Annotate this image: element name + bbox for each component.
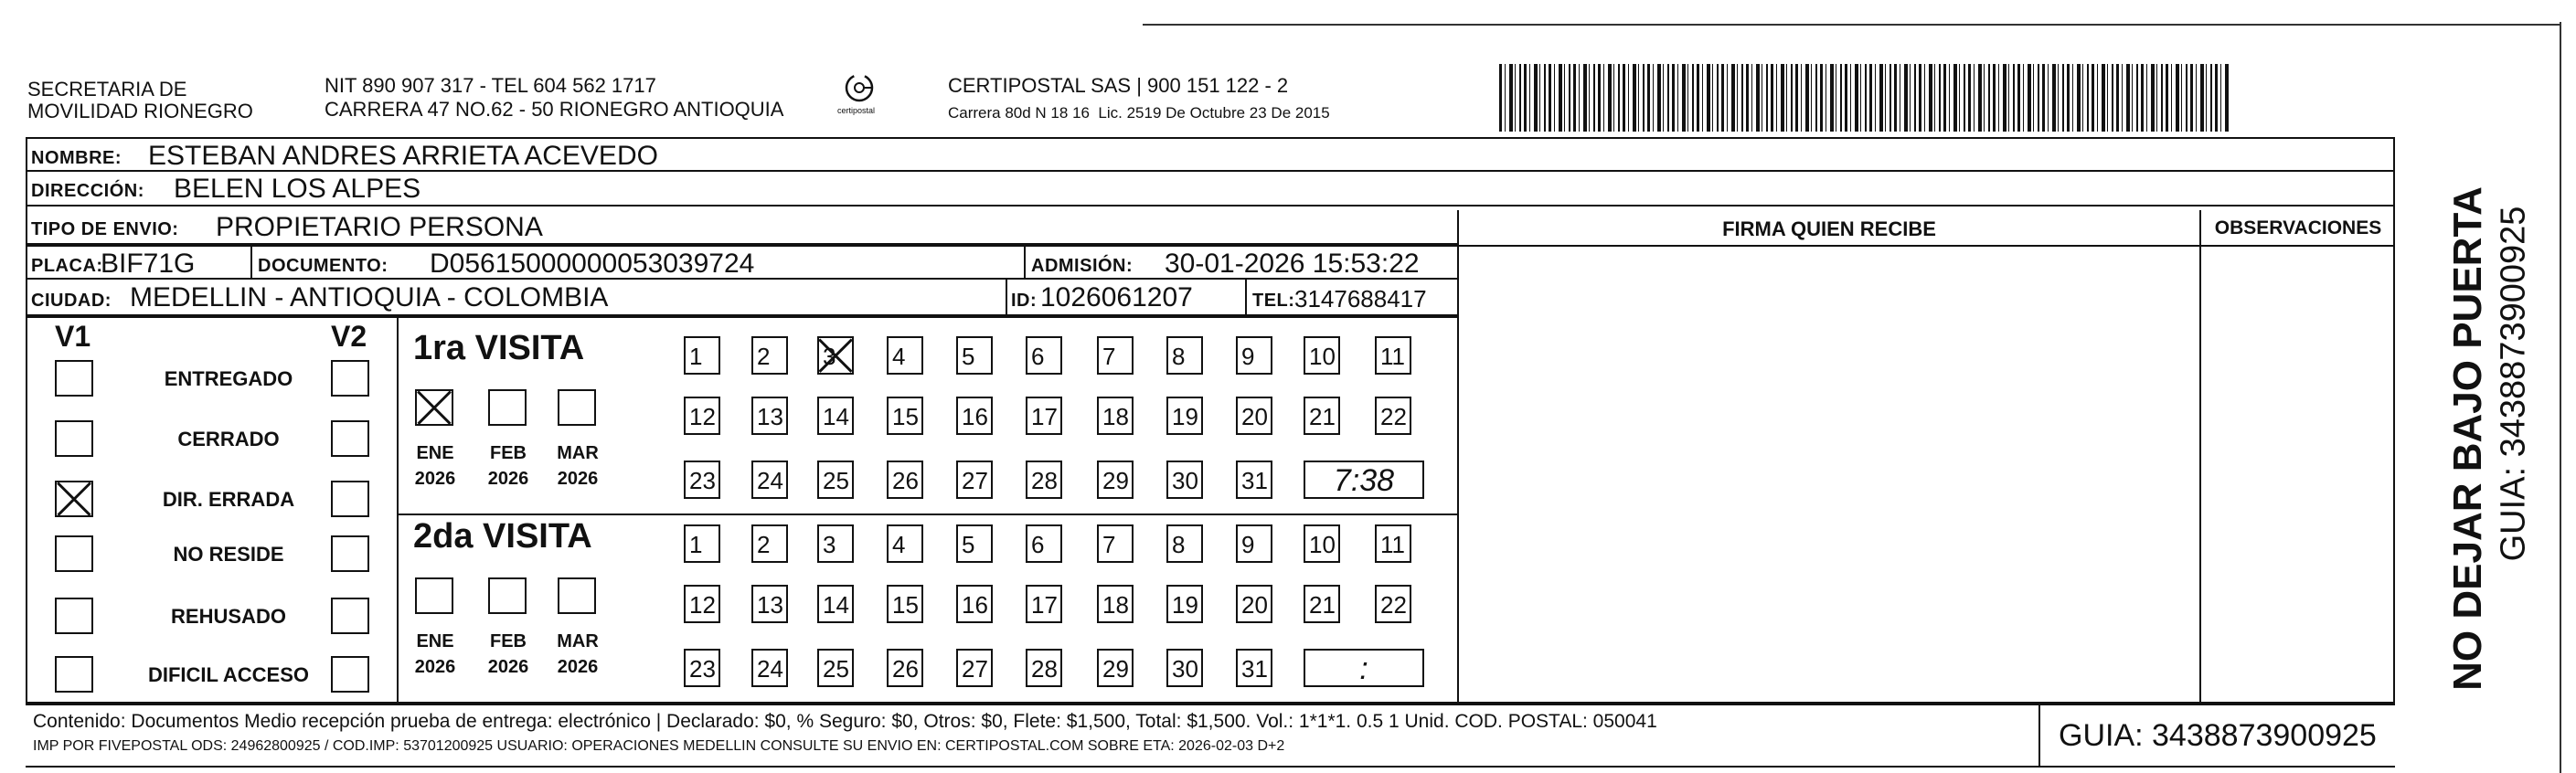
direccion-value: BELEN LOS ALPES	[174, 174, 421, 204]
month-checkbox[interactable]	[488, 577, 527, 614]
month-label: ENE	[416, 631, 454, 651]
time-field[interactable]: :	[1304, 649, 1424, 687]
month-label: FEB	[490, 443, 527, 463]
day-box[interactable]: 31	[1236, 461, 1272, 499]
v2-label: V2	[331, 320, 367, 353]
day-box[interactable]: 23	[684, 461, 720, 499]
day-box[interactable]: 6	[1026, 524, 1062, 563]
day-box[interactable]: 12	[684, 585, 720, 623]
row-tipo	[26, 210, 1459, 245]
day-box[interactable]: 20	[1236, 397, 1272, 435]
v1-label: V1	[55, 320, 91, 353]
status-v1-checkbox[interactable]	[55, 535, 93, 572]
firma-header: FIRMA QUIEN RECIBE	[1722, 217, 1936, 240]
day-box[interactable]: 30	[1166, 649, 1203, 687]
day-box[interactable]: 16	[956, 585, 993, 623]
courier-line-2: Carrera 80d N 18 16 Lic. 2519 De Octubre 23 De 2015	[948, 104, 1330, 122]
day-box[interactable]: 31	[1236, 649, 1272, 687]
courier-line-1: CERTIPOSTAL SAS | 900 151 122 - 2	[948, 74, 1289, 97]
status-v2-checkbox[interactable]	[331, 481, 369, 517]
month-year: 2026	[557, 469, 599, 489]
day-box[interactable]: 19	[1166, 585, 1203, 623]
divider-obs	[2199, 210, 2201, 704]
row-nombre	[26, 137, 2395, 172]
side-notice: NO DEJAR BAJO PUERTA	[2445, 186, 2490, 691]
day-box[interactable]: 7	[1097, 524, 1134, 563]
day-box[interactable]: 18	[1097, 397, 1134, 435]
day-box[interactable]: 5	[956, 524, 993, 563]
status-v1-checkbox[interactable]	[55, 360, 93, 397]
status-label: NO RESIDE	[173, 543, 284, 566]
admision-label: ADMISIÓN:	[1031, 256, 1134, 276]
org-line-1: SECRETARIA DE	[27, 78, 187, 101]
logo-text: certipostal	[837, 106, 876, 115]
org-line-2: MOVILIDAD RIONEGRO	[27, 100, 253, 122]
ciudad-value: MEDELLIN - ANTIOQUIA - COLOMBIA	[130, 282, 609, 312]
day-box[interactable]: 9	[1236, 336, 1272, 375]
day-box[interactable]: 18	[1097, 585, 1134, 623]
status-divider	[397, 316, 399, 704]
row-direccion	[26, 172, 2395, 206]
day-box[interactable]: 25	[817, 649, 854, 687]
footer-guia: GUIA: 3438873900925	[2059, 718, 2377, 753]
day-box[interactable]: 1	[684, 524, 720, 563]
day-box[interactable]: 8	[1166, 524, 1203, 563]
direccion-label: DIRECCIÓN:	[31, 181, 144, 201]
status-v2-checkbox[interactable]	[331, 360, 369, 397]
placa-label: PLACA:	[31, 256, 103, 276]
time-field[interactable]: 7:38	[1304, 461, 1424, 499]
day-box[interactable]: 3	[817, 336, 854, 375]
day-box[interactable]: 21	[1304, 585, 1340, 623]
status-label: REHUSADO	[171, 605, 286, 628]
day-box[interactable]: 1	[684, 336, 720, 375]
barcode	[1499, 64, 2230, 132]
tipo-label: TIPO DE ENVIO:	[31, 219, 179, 239]
day-box[interactable]: 26	[887, 649, 923, 687]
tipo-value: PROPIETARIO PERSONA	[216, 212, 543, 242]
day-box[interactable]: 17	[1026, 397, 1062, 435]
month-label: MAR	[557, 443, 599, 463]
day-box[interactable]: 11	[1375, 336, 1411, 375]
footer-line-2: IMP POR FIVEPOSTAL ODS: 24962800925 / COD.IMP: 53701200925 USUARIO: OPERACIONES MEDELLIN CONSULTE SU ENVIO EN: CERTIPOSTAL.COM SOBRE ETA: 2026-02-03 D+2	[33, 738, 1285, 754]
month-checkbox[interactable]	[415, 577, 453, 614]
month-year: 2026	[487, 469, 529, 489]
status-v2-checkbox[interactable]	[331, 535, 369, 572]
day-box[interactable]: 3	[817, 524, 854, 563]
status-v2-checkbox[interactable]	[331, 656, 369, 693]
day-box[interactable]: 14	[817, 397, 854, 435]
day-box[interactable]: 28	[1026, 649, 1062, 687]
side-guia: GUIA: 3438873900925	[2494, 206, 2533, 562]
month-checkbox[interactable]	[415, 389, 453, 426]
day-box[interactable]: 8	[1166, 336, 1203, 375]
day-box[interactable]: 12	[684, 397, 720, 435]
admision-value: 30-01-2026 15:53:22	[1165, 249, 1420, 279]
day-box[interactable]: 23	[684, 649, 720, 687]
day-box[interactable]: 25	[817, 461, 854, 499]
documento-value: D05615000000053039724	[430, 249, 755, 279]
month-checkbox[interactable]	[558, 577, 596, 614]
status-v1-checkbox[interactable]	[55, 656, 93, 693]
visit-divider	[397, 514, 1459, 515]
day-box[interactable]: 2	[751, 336, 788, 375]
nombre-value: ESTEBAN ANDRES ARRIETA ACEVEDO	[148, 141, 658, 171]
month-label: FEB	[490, 631, 527, 651]
status-label: DIFICIL ACCESO	[147, 663, 309, 686]
day-box[interactable]: 2	[751, 524, 788, 563]
day-box[interactable]: 24	[751, 649, 788, 687]
status-label: ENTREGADO	[164, 367, 293, 390]
month-year: 2026	[414, 469, 456, 489]
day-box[interactable]: 28	[1026, 461, 1062, 499]
tel-label: TEL:	[1252, 291, 1295, 311]
day-box[interactable]: 6	[1026, 336, 1062, 375]
day-box[interactable]: 4	[887, 524, 923, 563]
row-placa	[26, 245, 1459, 280]
address-line: CARRERA 47 NO.62 - 50 RIONEGRO ANTIOQUIA	[325, 98, 784, 121]
header-underline	[1459, 245, 2393, 247]
placa-value: BIF71G	[101, 249, 196, 279]
status-v2-checkbox[interactable]	[331, 598, 369, 634]
day-box[interactable]: 10	[1304, 336, 1340, 375]
day-box[interactable]: 22	[1375, 585, 1411, 623]
right-edge-line	[2560, 22, 2561, 773]
footer-line-1: Contenido: Documentos Medio recepción prueba de entrega: electrónico | Declarado: $0, % Seguro: $0, Otros: $0, Flete: $1,500, Total: $1,500. Vol.: 1*1*1. 0.5 1 Unid. COD. POSTAL: 050041	[33, 711, 1657, 732]
day-box[interactable]: 27	[956, 461, 993, 499]
status-v1-checkbox[interactable]	[55, 420, 93, 457]
day-box[interactable]: 5	[956, 336, 993, 375]
nombre-label: NOMBRE:	[31, 148, 122, 168]
month-checkbox[interactable]	[558, 389, 596, 426]
visit-title: 1ra VISITA	[413, 329, 585, 367]
day-box[interactable]: 7	[1097, 336, 1134, 375]
id-label: ID:	[1011, 291, 1038, 311]
day-box[interactable]: 13	[751, 585, 788, 623]
observaciones-header: OBSERVACIONES	[2214, 217, 2382, 238]
status-v1-checkbox[interactable]	[55, 598, 93, 634]
day-box[interactable]: 22	[1375, 397, 1411, 435]
month-year: 2026	[414, 657, 456, 677]
month-checkbox[interactable]	[488, 389, 527, 426]
day-box[interactable]: 10	[1304, 524, 1340, 563]
day-box[interactable]: 15	[887, 585, 923, 623]
day-box[interactable]: 15	[887, 397, 923, 435]
top-edge-line	[1143, 24, 2560, 26]
day-box[interactable]: 29	[1097, 461, 1134, 499]
day-box[interactable]: 27	[956, 649, 993, 687]
day-box[interactable]: 11	[1375, 524, 1411, 563]
footer-bottom-line	[26, 766, 2395, 768]
tel-value: 3147688417	[1294, 285, 1427, 312]
day-box[interactable]: 17	[1026, 585, 1062, 623]
status-v1-checkbox[interactable]	[55, 481, 93, 517]
day-box[interactable]: 9	[1236, 524, 1272, 563]
day-box[interactable]: 14	[817, 585, 854, 623]
status-label: DIR. ERRADA	[162, 488, 295, 511]
day-box[interactable]: 4	[887, 336, 923, 375]
status-top-line	[26, 316, 1459, 318]
day-box[interactable]: 21	[1304, 397, 1340, 435]
footer-divider	[2038, 705, 2040, 768]
month-year: 2026	[557, 657, 599, 677]
day-box[interactable]: 24	[751, 461, 788, 499]
status-label: CERRADO	[177, 428, 280, 450]
certipostal-logo	[837, 71, 878, 115]
row-ciudad	[26, 280, 1459, 316]
status-v2-checkbox[interactable]	[331, 420, 369, 457]
day-box[interactable]: 16	[956, 397, 993, 435]
day-box[interactable]: 29	[1097, 649, 1134, 687]
month-year: 2026	[487, 657, 529, 677]
divider-firma	[1457, 210, 1459, 704]
visit-title: 2da VISITA	[413, 517, 592, 556]
id-value: 1026061207	[1040, 282, 1193, 312]
month-label: MAR	[557, 631, 599, 651]
day-box[interactable]: 20	[1236, 585, 1272, 623]
day-box[interactable]: 26	[887, 461, 923, 499]
documento-label: DOCUMENTO:	[258, 256, 389, 276]
day-box[interactable]: 30	[1166, 461, 1203, 499]
month-label: ENE	[416, 443, 454, 463]
ciudad-label: CIUDAD:	[31, 291, 112, 311]
day-box[interactable]: 19	[1166, 397, 1203, 435]
nit-line: NIT 890 907 317 - TEL 604 562 1717	[325, 74, 656, 97]
day-box[interactable]: 13	[751, 397, 788, 435]
